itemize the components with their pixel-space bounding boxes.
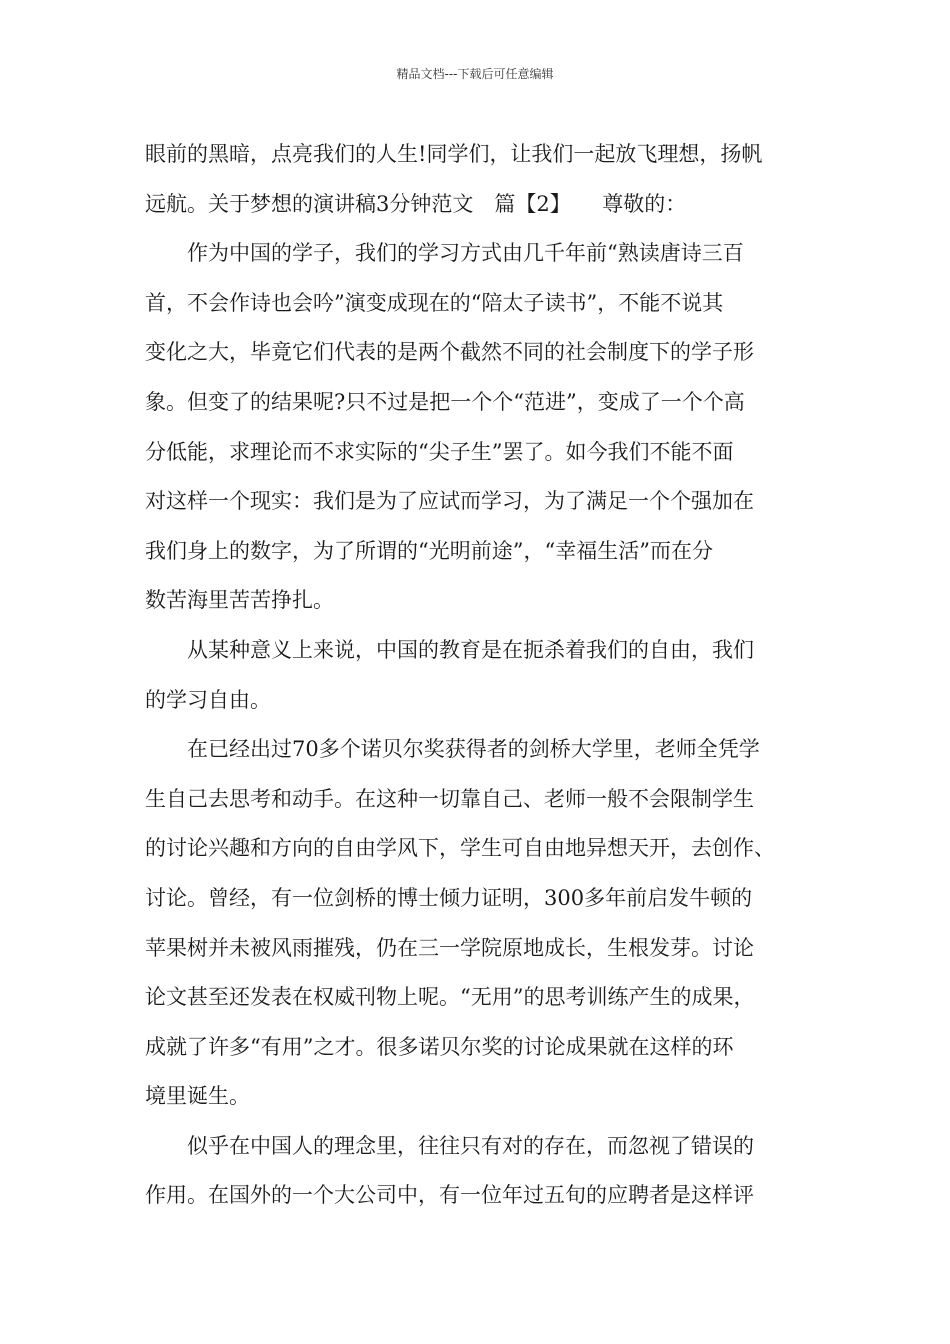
text-line: 成就了许多“有用”之才。很多诺贝尔奖的讨论成果就在这样的环 [145, 1034, 734, 1059]
text-line: 讨论。曾经，有一位剑桥的博士倾力证明，300多年前启发牛顿的 [145, 885, 753, 910]
text-line: 数苦海里苦苦挣扎。 [145, 588, 334, 613]
text-line: 苹果树并未被风雨摧残，仍在三一学院原地成长，生根发芽。讨论 [145, 935, 754, 960]
text-line: 作用。在国外的一个大公司中，有一位年过五旬的应聘者是这样评 [145, 1183, 754, 1208]
text-line: 生自己去思考和动手。在这种一切靠自己、老师一般不会限制学生 [145, 786, 754, 811]
text-line: 的学习自由。 [145, 687, 271, 712]
text-line: 对这样一个现实：我们是为了应试而学习，为了满足一个个强加在 [145, 489, 754, 514]
text-line: 境里诞生。 [145, 1084, 250, 1109]
text-line: 从某种意义上来说，中国的教育是在扼杀着我们的自由，我们 [145, 637, 754, 662]
text-line: 分低能，求理论而不求实际的“尖子生”罢了。如今我们不能不面 [145, 439, 734, 464]
text-line: 论文甚至还发表在权威刊物上呢。“无用”的思考训练产生的成果， [145, 985, 755, 1010]
text-line: 的讨论兴趣和方向的自由学风下，学生可自由地异想天开，去创作、 [145, 836, 775, 861]
text-line: 眼前的黑暗，点亮我们的人生!同学们，让我们一起放飞理想，扬帆 [145, 142, 763, 166]
text-line: 变化之大，毕竟它们代表的是两个截然不同的社会制度下的学子形 [145, 340, 754, 365]
text-line: 在已经出过70多个诺贝尔奖获得者的剑桥大学里，老师全凭学 [145, 737, 760, 762]
text-line: 作为中国的学子，我们的学习方式由几千年前“熟读唐诗三百 [145, 241, 744, 266]
text-line: 似乎在中国人的理念里，往往只有对的存在，而忽视了错误的 [145, 1133, 754, 1158]
page-header: 精品文档---下载后可任意编辑 [396, 67, 554, 81]
text-line: 远航。关于梦想的演讲稿3分钟范文 篇【2】 尊敬的： [145, 191, 687, 216]
document-body [145, 130, 825, 1221]
text-line: 我们身上的数字，为了所谓的“光明前途”，“幸福生活”而在分 [145, 538, 713, 563]
text-line: 象。但变了的结果呢?只不过是把一个个“范进”，变成了一个个高 [145, 389, 745, 414]
text-line: 首，不会作诗也会吟”演变成现在的“陪太子读书”，不能不说其 [145, 290, 724, 315]
